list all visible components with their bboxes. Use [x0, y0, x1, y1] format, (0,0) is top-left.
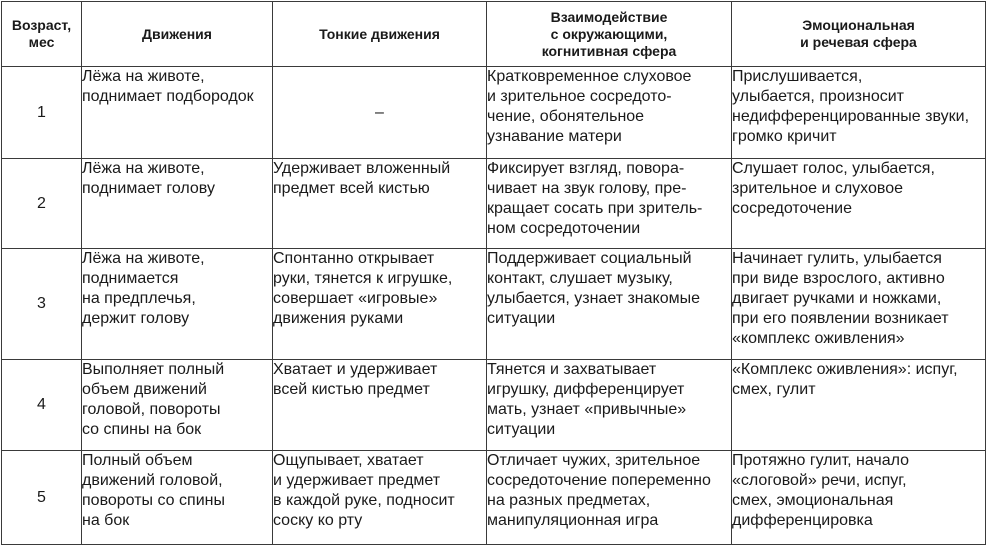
- emotional-cell: Начинает гулить, улыбается при виде взрослого, активно двигает ручками и ножками, при его появлении возникает «комплекс оживления»: [732, 249, 986, 360]
- header-cognitive: Взаимодействие с окружающими, когнитивная сфера: [487, 2, 732, 67]
- fine-movements-cell: Ощупывает, хватает и удерживает предмет в каждой руке, подносит соску ко рту: [273, 451, 487, 545]
- age-cell: 4: [2, 360, 82, 451]
- header-movements: Движения: [82, 2, 273, 67]
- emotional-cell: «Комплекс оживления»: испуг, смех, гулит: [732, 360, 986, 451]
- emotional-cell: Слушает голос, улыбается, зрительное и слуховое сосредоточение: [732, 159, 986, 249]
- fine-movements-cell: Хватает и удерживает всей кистью предмет: [273, 360, 487, 451]
- cognitive-cell: Кратковременное слуховое и зрительное сосредото- чение, обонятельное узнавание матери: [487, 67, 732, 159]
- fine-movements-cell: Удерживает вложенный предмет всей кистью: [273, 159, 487, 249]
- movements-cell: Лёжа на животе, поднимает подбородок: [82, 67, 273, 159]
- table-row: [2, 159, 986, 249]
- table-row: [2, 249, 986, 360]
- movements-cell: Выполняет полный объем движений головой, повороты со спины на бок: [82, 360, 273, 451]
- cognitive-cell: Отличает чужих, зрительное сосредоточение попеременно на разных предметах, манипуляционная игра: [487, 451, 732, 545]
- movements-cell: Полный объем движений головой, повороты со спины на бок: [82, 451, 273, 545]
- cognitive-cell: Тянется и захватывает игрушку, дифференцирует мать, узнает «привычные» ситуации: [487, 360, 732, 451]
- table-row: [2, 360, 986, 451]
- age-cell: 1: [2, 67, 82, 159]
- emotional-cell: Прислушивается, улыбается, произносит недифференцированные звуки, громко кричит: [732, 67, 986, 159]
- header-row: [2, 2, 986, 67]
- development-table: [1, 1, 986, 545]
- cognitive-cell: Фиксирует взгляд, повора- чивает на звук голову, пре- кращает сосать при зритель- ном сосредоточении: [487, 159, 732, 249]
- age-cell: 5: [2, 451, 82, 545]
- header-fine-movements: Тонкие движения: [273, 2, 487, 67]
- fine-movements-cell: –: [273, 67, 487, 159]
- cognitive-cell: Поддерживает социальный контакт, слушает музыку, улыбается, узнает знакомые ситуации: [487, 249, 732, 360]
- table-row: [2, 451, 986, 545]
- fine-movements-cell: Спонтанно открывает руки, тянется к игрушке, совершает «игровые» движения руками: [273, 249, 487, 360]
- movements-cell: Лёжа на животе, поднимает голову: [82, 159, 273, 249]
- age-cell: 3: [2, 249, 82, 360]
- emotional-cell: Протяжно гулит, начало «слоговой» речи, испуг, смех, эмоциональная дифференцировка: [732, 451, 986, 545]
- movements-cell: Лёжа на животе, поднимается на предплечья, держит голову: [82, 249, 273, 360]
- header-age: Возраст, мес: [2, 2, 82, 67]
- age-cell: 2: [2, 159, 82, 249]
- table-row: [2, 67, 986, 159]
- header-emotional: Эмоциональная и речевая сфера: [732, 2, 986, 67]
